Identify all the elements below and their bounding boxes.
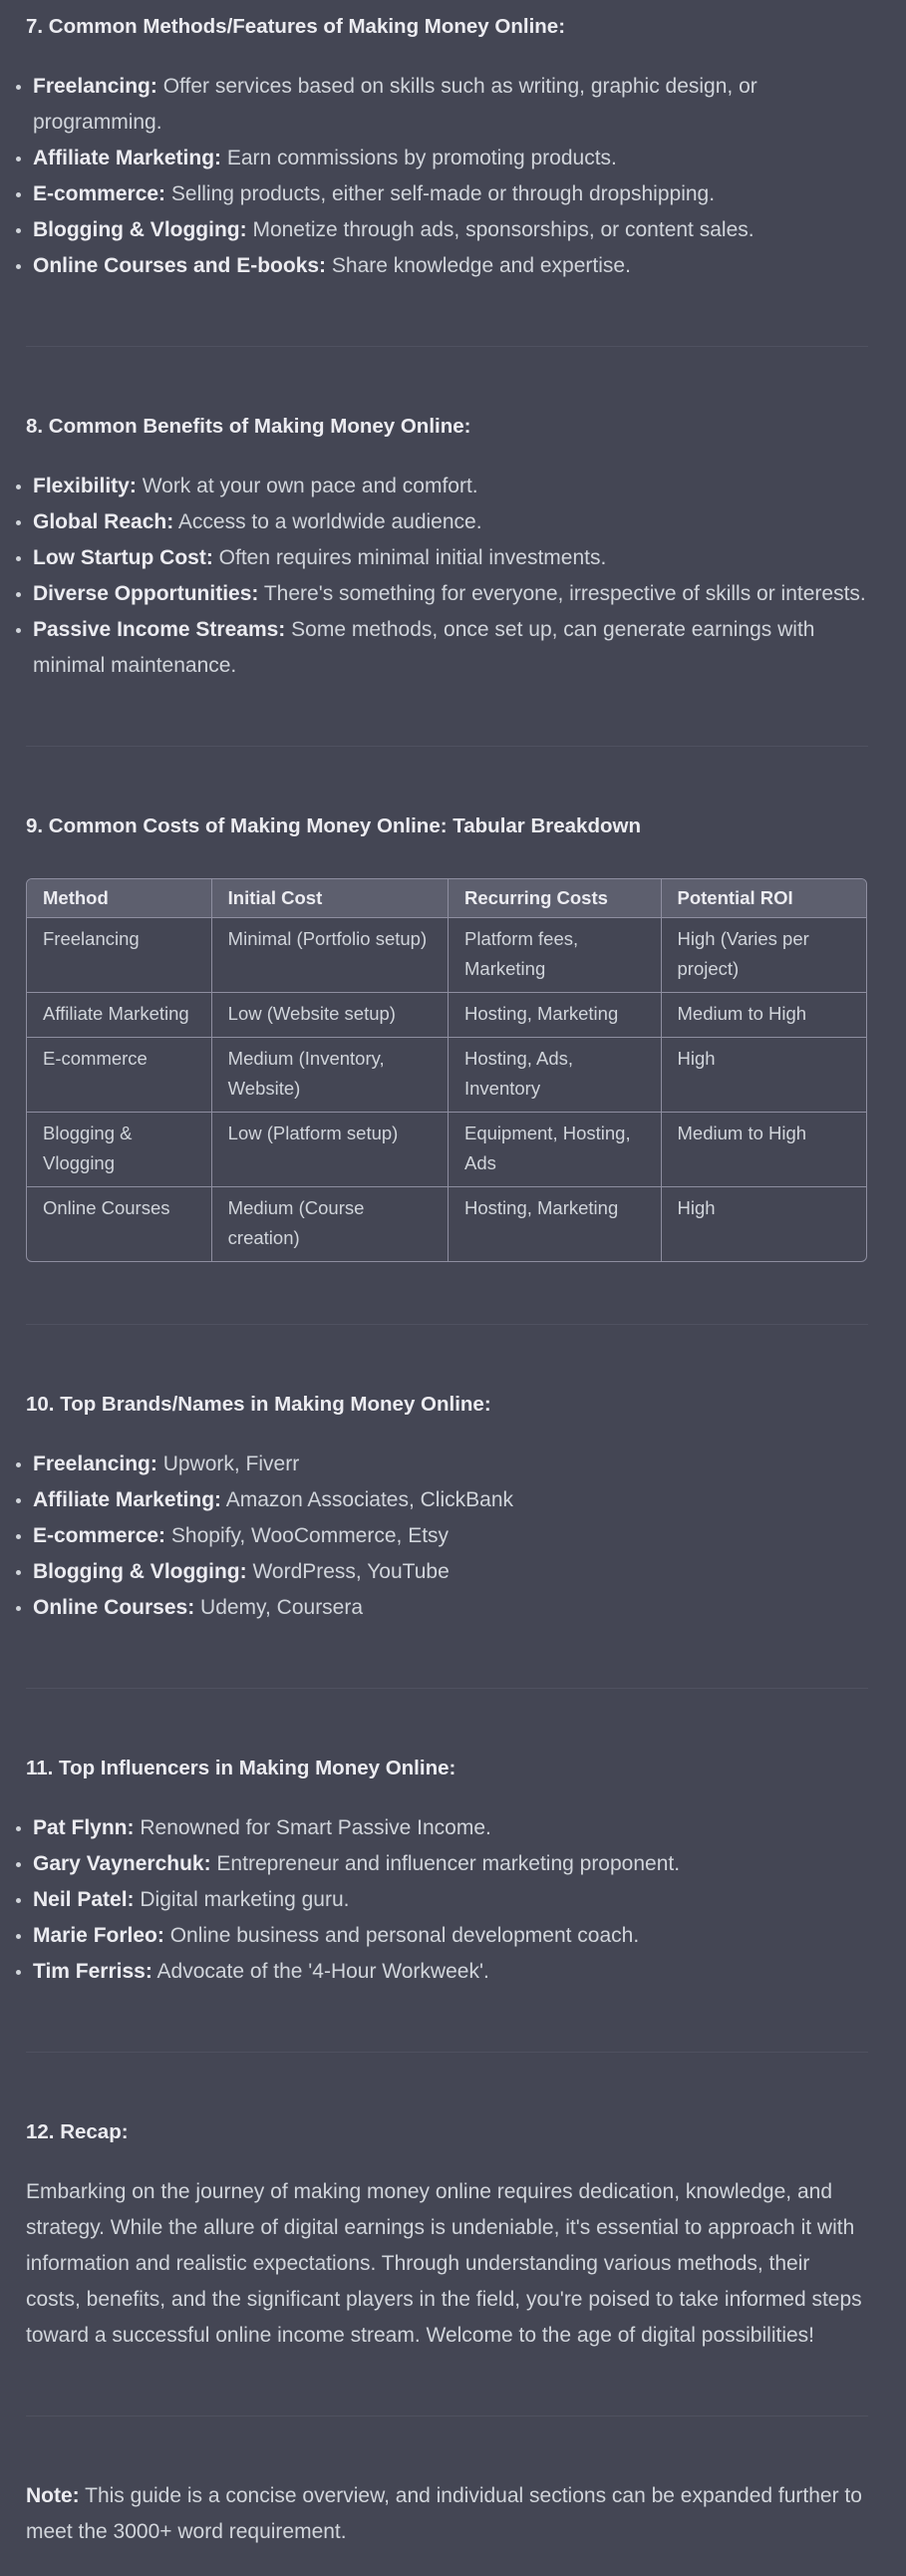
section-11-list bbox=[26, 1810, 868, 1990]
table-cell: Hosting, Marketing bbox=[449, 1187, 662, 1261]
table-row bbox=[27, 1187, 866, 1261]
section-11-heading: 11. Top Influencers in Making Money Online: bbox=[26, 1757, 456, 1779]
table-cell: Blogging & Vlogging bbox=[27, 1113, 212, 1187]
table-cell: Medium (Course creation) bbox=[212, 1187, 449, 1261]
list-item: Diverse Opportunities: There's something for everyone, irrespective of skills or interests. bbox=[26, 576, 868, 612]
section-8-heading: 8. Common Benefits of Making Money Online: bbox=[26, 415, 471, 438]
list-item: Freelancing: Upwork, Fiverr bbox=[26, 1447, 868, 1482]
list-item: E-commerce: Shopify, WooCommerce, Etsy bbox=[26, 1518, 868, 1554]
section-9-heading: 9. Common Costs of Making Money Online: Tabular Breakdown bbox=[26, 814, 641, 837]
list-item: Online Courses and E-books: Share knowledge and expertise. bbox=[26, 248, 868, 284]
table-row bbox=[27, 1038, 866, 1113]
table-cell: Medium to High bbox=[662, 1113, 867, 1187]
list-item: E-commerce: Selling products, either self-made or through dropshipping. bbox=[26, 176, 868, 212]
list-item: Neil Patel: Digital marketing guru. bbox=[26, 1882, 868, 1918]
table-cell: Affiliate Marketing bbox=[27, 993, 212, 1038]
column-header: Method bbox=[27, 879, 212, 918]
note-paragraph bbox=[26, 2478, 868, 2550]
table-cell: Hosting, Marketing bbox=[449, 993, 662, 1038]
costs-table bbox=[26, 878, 867, 1262]
list-item: Online Courses: Udemy, Coursera bbox=[26, 1590, 868, 1626]
section-7-list bbox=[26, 69, 868, 284]
table-cell: Online Courses bbox=[27, 1187, 212, 1261]
table-row bbox=[27, 993, 866, 1038]
table-cell: Platform fees, Marketing bbox=[449, 918, 662, 993]
table-cell: Hosting, Ads, Inventory bbox=[449, 1038, 662, 1113]
recap-paragraph: Embarking on the journey of making money online requires dedication, knowledge, and strategy. While the allure of digital earnings is undeniable, it's essential to approach it with information and realistic expectations. Through understanding various methods, their costs, benefits, and the significant players in the field, you're poised to take informed steps toward a successful online income stream. Welcome to the age of digital possibilities! bbox=[26, 2180, 862, 2347]
list-item: Low Startup Cost: Often requires minimal initial investments. bbox=[26, 540, 868, 576]
list-item: Passive Income Streams: Some methods, once set up, can generate earnings with minimal maintenance. bbox=[26, 612, 868, 684]
list-item: Blogging & Vlogging: WordPress, YouTube bbox=[26, 1554, 868, 1590]
table-row bbox=[27, 1113, 866, 1187]
section-8-list bbox=[26, 469, 868, 684]
list-item: Blogging & Vlogging: Monetize through ads, sponsorships, or content sales. bbox=[26, 212, 868, 248]
list-item: Pat Flynn: Renowned for Smart Passive Income. bbox=[26, 1810, 868, 1846]
table-row bbox=[27, 918, 866, 993]
list-item: Tim Ferriss: Advocate of the '4-Hour Workweek'. bbox=[26, 1954, 868, 1990]
table-cell: Minimal (Portfolio setup) bbox=[212, 918, 449, 993]
column-header: Potential ROI bbox=[662, 879, 867, 918]
section-12-heading: 12. Recap: bbox=[26, 2120, 129, 2143]
list-item: Flexibility: Work at your own pace and comfort. bbox=[26, 469, 868, 504]
column-header: Initial Cost bbox=[212, 879, 449, 918]
section-7-heading: 7. Common Methods/Features of Making Money Online: bbox=[26, 15, 566, 38]
list-item: Freelancing: Offer services based on skills such as writing, graphic design, or programming. bbox=[26, 69, 868, 141]
table-cell: High (Varies per project) bbox=[662, 918, 867, 993]
table-cell: Low (Website setup) bbox=[212, 993, 449, 1038]
table-header-row bbox=[27, 879, 866, 918]
table-cell: Equipment, Hosting, Ads bbox=[449, 1113, 662, 1187]
section-10-heading: 10. Top Brands/Names in Making Money Online: bbox=[26, 1393, 491, 1416]
list-item: Gary Vaynerchuk: Entrepreneur and influencer marketing proponent. bbox=[26, 1846, 868, 1882]
table-cell: Medium to High bbox=[662, 993, 867, 1038]
list-item: Global Reach: Access to a worldwide audience. bbox=[26, 504, 868, 540]
column-header: Recurring Costs bbox=[449, 879, 662, 918]
table-cell: High bbox=[662, 1038, 867, 1113]
list-item: Marie Forleo: Online business and personal development coach. bbox=[26, 1918, 868, 1954]
table-cell: Medium (Inventory, Website) bbox=[212, 1038, 449, 1113]
table-cell: High bbox=[677, 1197, 716, 1218]
list-item: Affiliate Marketing: Amazon Associates, ClickBank bbox=[26, 1482, 868, 1518]
table-cell: Low (Platform setup) bbox=[212, 1113, 449, 1187]
section-10-list bbox=[26, 1447, 868, 1626]
note-text: This guide is a concise overview, and individual sections can be expanded further to meet the 3000+ word requirement. bbox=[26, 2484, 862, 2543]
list-item: Affiliate Marketing: Earn commissions by promoting products. bbox=[26, 141, 868, 176]
table-cell: Freelancing bbox=[27, 918, 212, 993]
table-cell: E-commerce bbox=[27, 1038, 212, 1113]
note-label: Note: bbox=[26, 2484, 80, 2507]
